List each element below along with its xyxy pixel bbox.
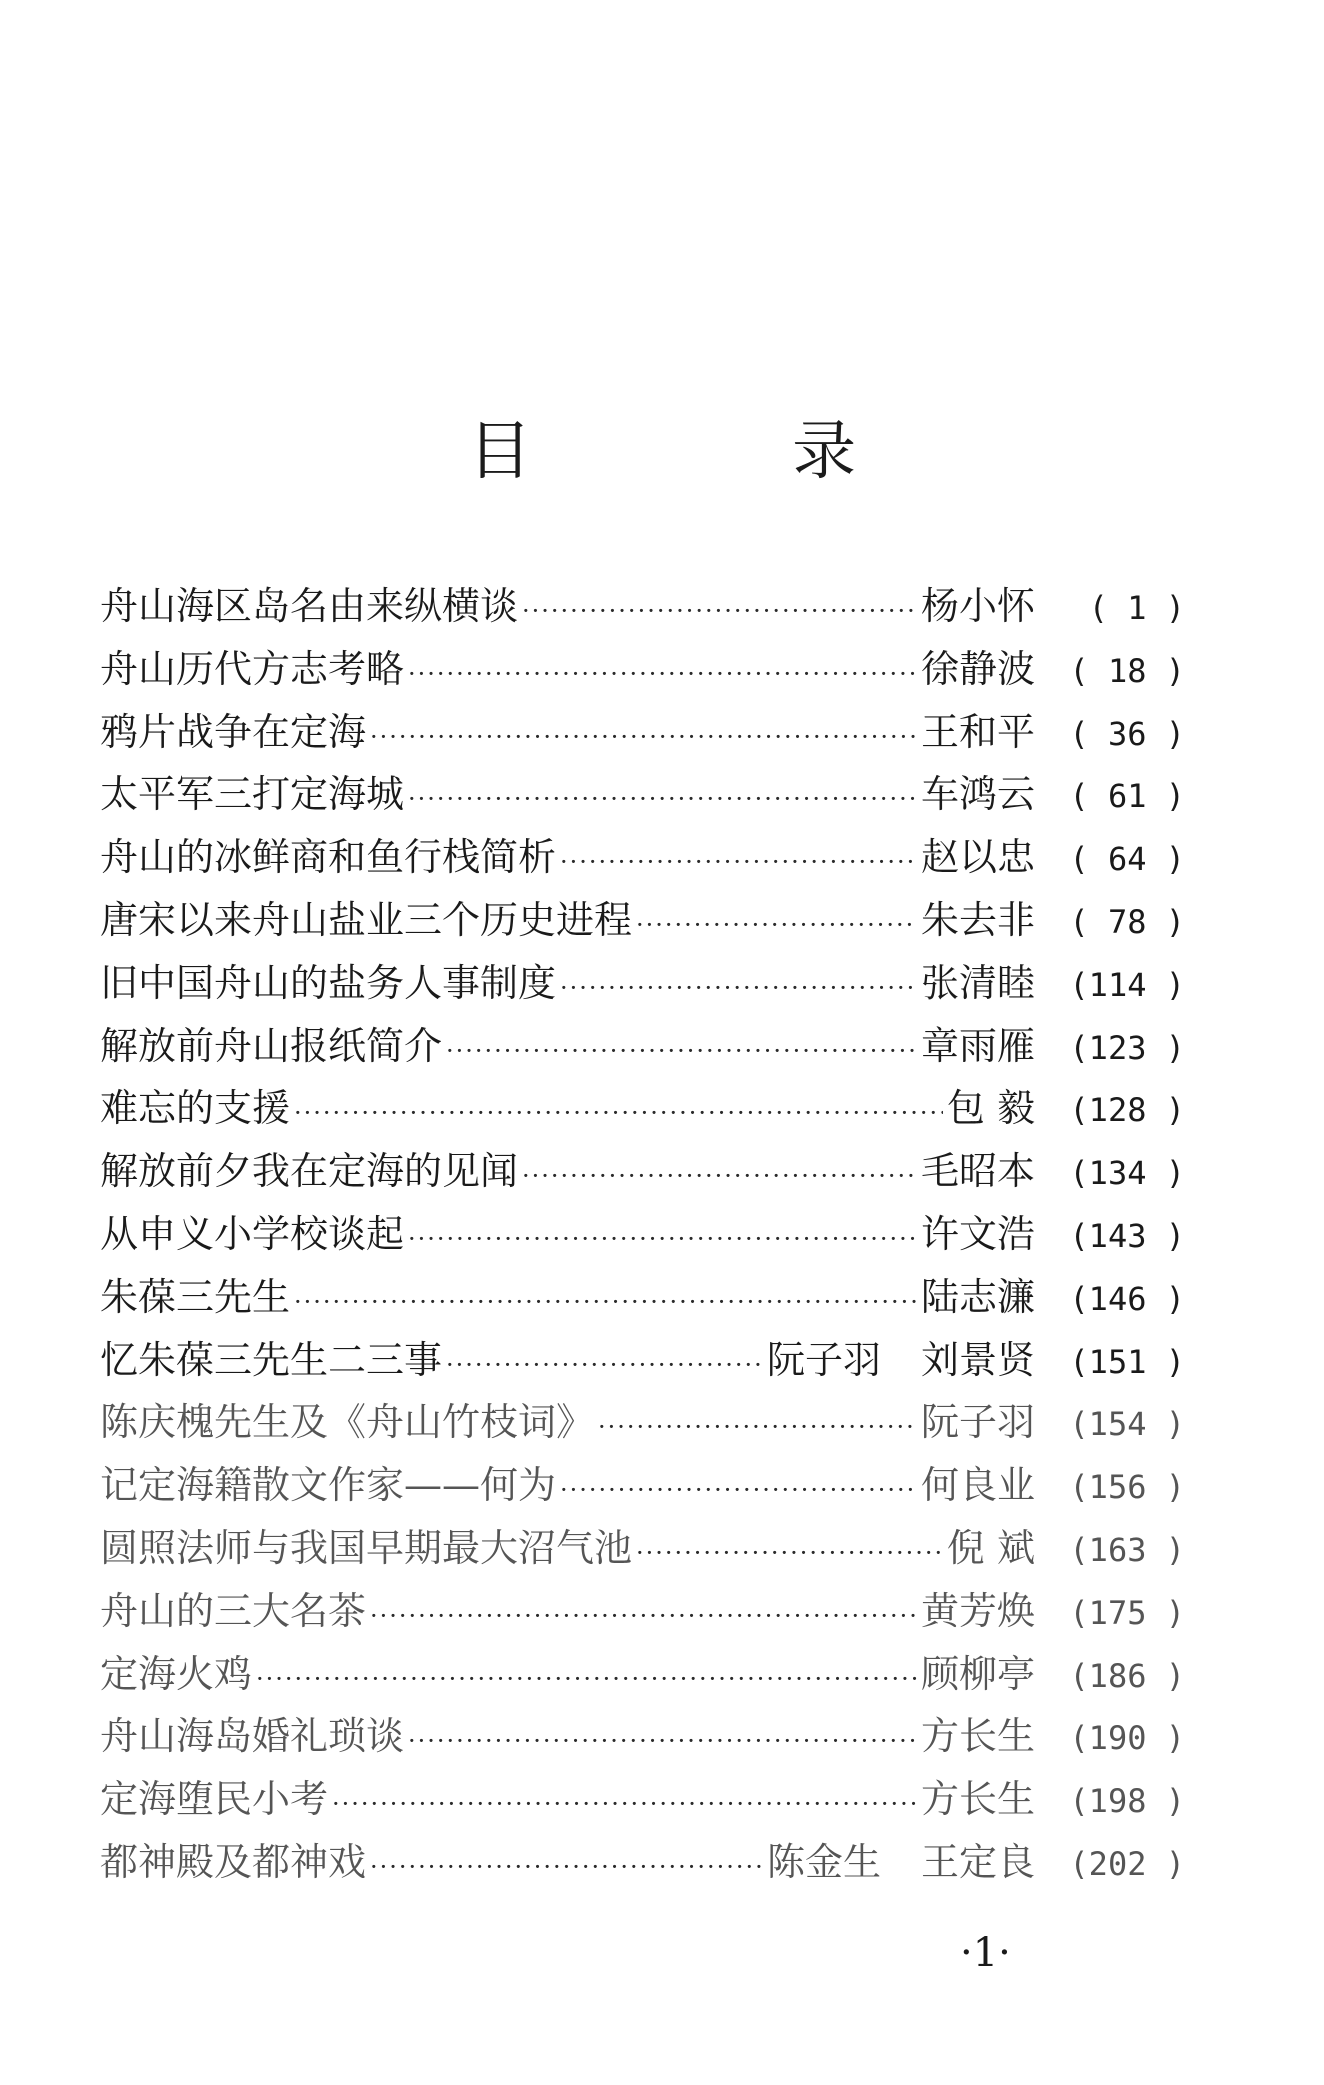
toc-entry[interactable] xyxy=(100,1580,1185,1643)
toc-entry[interactable] xyxy=(100,826,1185,889)
entry-author: 许文浩 xyxy=(920,1211,1035,1256)
leader-dots xyxy=(408,1710,917,1773)
entry-page: (123 ) xyxy=(1069,1028,1185,1067)
entry-author: 黄芳焕 xyxy=(920,1588,1035,1633)
entry-author: 毛昭本 xyxy=(920,1149,1035,1194)
entry-author: 阮子羽 xyxy=(920,1400,1035,1445)
entry-title: 唐宋以来舟山盐业三个历史进程 xyxy=(100,897,633,942)
leader-dots xyxy=(294,1271,917,1334)
leader-dots xyxy=(636,1522,943,1585)
entry-title: 从申义小学校谈起 xyxy=(100,1211,405,1256)
toc-entry[interactable] xyxy=(100,1768,1185,1831)
entry-title: 解放前夕我在定海的见闻 xyxy=(100,1149,519,1194)
entry-title: 舟山的三大名茶 xyxy=(100,1588,367,1633)
leader-dots xyxy=(446,1020,917,1083)
entry-page: (151 ) xyxy=(1069,1342,1185,1381)
leader-dots xyxy=(522,1145,917,1208)
entry-title: 都神殿及都神戏 xyxy=(100,1839,367,1884)
entry-page: (175 ) xyxy=(1069,1593,1185,1632)
entry-title: 旧中国舟山的盐务人事制度 xyxy=(100,960,557,1005)
leader-dots xyxy=(446,1334,763,1397)
entry-title: 舟山海区岛名由来纵横谈 xyxy=(100,584,519,628)
entry-author: 倪 斌 xyxy=(946,1525,1035,1570)
entry-title: 朱葆三先生 xyxy=(100,1274,291,1319)
entry-title: 解放前舟山报纸简介 xyxy=(100,1023,443,1068)
page-number: ·1· xyxy=(960,1930,1011,1976)
entry-title: 难忘的支援 xyxy=(100,1086,291,1131)
entry-title: 记定海籍散文作家——何为 xyxy=(100,1463,557,1508)
entry-page: (163 ) xyxy=(1069,1530,1185,1569)
entry-page: (202 ) xyxy=(1069,1844,1185,1883)
entry-page: (156 ) xyxy=(1069,1468,1185,1507)
toc-entry[interactable] xyxy=(100,1705,1185,1768)
toc-entry[interactable] xyxy=(100,1391,1185,1454)
leader-dots xyxy=(522,580,917,643)
leader-dots xyxy=(408,643,917,706)
leader-dots xyxy=(560,831,917,894)
entry-title: 圆照法师与我国早期最大沼气池 xyxy=(100,1525,633,1570)
entry-author: 王定良 xyxy=(920,1839,1035,1884)
entry-title: 定海火鸡 xyxy=(100,1651,253,1696)
toc-entry[interactable] xyxy=(100,1831,1185,1894)
entry-author: 顾柳亭 xyxy=(920,1651,1035,1696)
entry-author: 包 毅 xyxy=(946,1086,1035,1131)
entry-title: 陈庆槐先生及《舟山竹枝词》 xyxy=(100,1400,595,1445)
entry-page: (198 ) xyxy=(1069,1782,1185,1821)
entry-author: 张清睦 xyxy=(920,960,1035,1005)
entry-author: 方长生 xyxy=(920,1714,1035,1759)
leader-dots xyxy=(560,1459,917,1522)
entry-author: 陆志濂 xyxy=(920,1274,1035,1319)
leader-dots xyxy=(370,1836,763,1899)
toc-entry[interactable] xyxy=(100,575,1185,638)
leader-dots xyxy=(408,768,917,831)
toc-entry[interactable] xyxy=(100,1517,1185,1580)
entry-page: ( 1 ) xyxy=(1088,589,1185,627)
toc-entry[interactable] xyxy=(100,1266,1185,1329)
leader-dots xyxy=(560,957,917,1020)
entry-page: (146 ) xyxy=(1069,1279,1185,1318)
entry-title: 太平军三打定海城 xyxy=(100,772,405,817)
entry-title: 舟山海岛婚礼琐谈 xyxy=(100,1714,405,1759)
entry-page: ( 64 ) xyxy=(1069,840,1185,879)
entry-title: 鸦片战争在定海 xyxy=(100,709,367,754)
entry-author: 王和平 xyxy=(920,709,1035,754)
entry-page: ( 78 ) xyxy=(1069,902,1185,941)
leader-dots xyxy=(598,1396,917,1459)
toc-entry[interactable] xyxy=(100,1329,1185,1392)
toc-entry[interactable] xyxy=(100,1077,1185,1140)
entry-author: 刘景贤 xyxy=(920,1337,1035,1382)
toc-entry[interactable] xyxy=(100,1454,1185,1517)
toc-entry[interactable] xyxy=(100,889,1185,952)
toc-entry[interactable] xyxy=(100,1015,1185,1078)
entry-author: 车鸿云 xyxy=(920,772,1035,817)
entry-coauthor: 陈金生 xyxy=(766,1839,881,1884)
entry-page: ( 36 ) xyxy=(1069,714,1185,753)
toc-entry[interactable] xyxy=(100,638,1185,701)
leader-dots xyxy=(256,1648,917,1711)
entry-page: ( 61 ) xyxy=(1069,777,1185,816)
entry-title: 舟山的冰鲜商和鱼行栈简析 xyxy=(100,835,557,880)
leader-dots xyxy=(408,1208,917,1271)
page-title: 目 录 xyxy=(467,415,977,489)
entry-author: 方长生 xyxy=(920,1777,1035,1822)
entry-page: ( 18 ) xyxy=(1069,651,1185,690)
entry-title: 忆朱葆三先生二三事 xyxy=(100,1337,443,1382)
toc-entry[interactable] xyxy=(100,1203,1185,1266)
entry-page: (186 ) xyxy=(1069,1656,1185,1695)
entry-coauthor: 阮子羽 xyxy=(766,1337,881,1382)
entry-page: (128 ) xyxy=(1069,1091,1185,1130)
entry-page: (154 ) xyxy=(1069,1405,1185,1444)
table-of-contents xyxy=(100,575,1185,1894)
entry-author: 徐静波 xyxy=(920,646,1035,691)
entry-page: (143 ) xyxy=(1069,1216,1185,1255)
toc-entry[interactable] xyxy=(100,952,1185,1015)
entry-title: 舟山历代方志考略 xyxy=(100,646,405,691)
toc-entry[interactable] xyxy=(100,763,1185,826)
leader-dots xyxy=(370,1585,917,1648)
toc-entry[interactable] xyxy=(100,701,1185,764)
leader-dots xyxy=(370,706,917,769)
entry-page: (134 ) xyxy=(1069,1154,1185,1193)
entry-title: 定海堕民小考 xyxy=(100,1777,329,1822)
entry-author: 杨小怀 xyxy=(920,584,1035,628)
entry-page: (114 ) xyxy=(1069,965,1185,1004)
entry-author: 何良业 xyxy=(920,1463,1035,1508)
toc-entry[interactable] xyxy=(100,1140,1185,1203)
entry-author: 朱去非 xyxy=(920,897,1035,942)
toc-entry[interactable] xyxy=(100,1643,1185,1706)
leader-dots xyxy=(294,1082,943,1145)
leader-dots xyxy=(636,894,917,957)
entry-author: 章雨雁 xyxy=(920,1023,1035,1068)
leader-dots xyxy=(332,1773,917,1836)
entry-page: (190 ) xyxy=(1069,1719,1185,1758)
entry-author: 赵以忠 xyxy=(920,835,1035,880)
